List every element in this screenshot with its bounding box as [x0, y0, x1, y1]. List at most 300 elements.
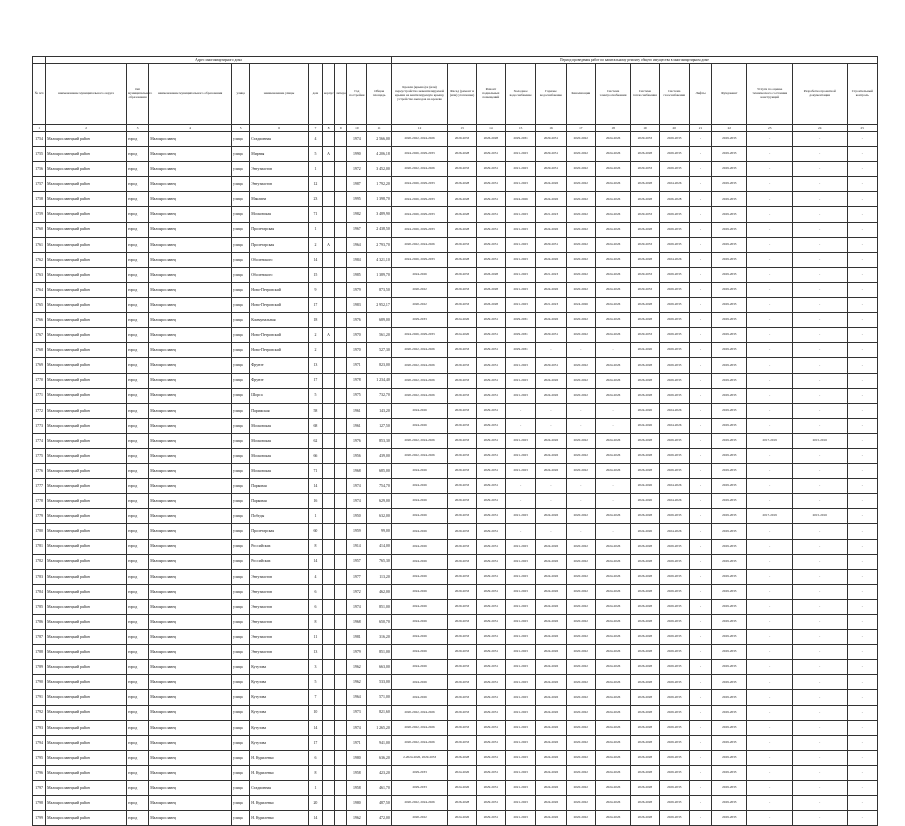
- table-cell: 2020-2022, 2024-2026: [391, 720, 448, 735]
- table-cell: -: [847, 524, 878, 539]
- table-cell: город: [126, 479, 148, 494]
- table-cell: улица: [232, 735, 250, 750]
- table-cell: 2015-2016: [792, 509, 847, 524]
- table-cell: 2024-2026: [566, 298, 595, 313]
- table-cell: 2024-2026: [595, 615, 630, 630]
- table-cell: 1759: [33, 207, 46, 222]
- table-cell: 12: [308, 177, 322, 192]
- table-cell: -: [792, 373, 847, 388]
- table-cell: 8: [308, 615, 322, 630]
- table-cell: -: [792, 569, 847, 584]
- table-cell: -: [689, 615, 711, 630]
- table-cell: Малоярославец: [149, 252, 232, 267]
- table-cell: 2024-2026, 2029-2033: [391, 192, 448, 207]
- table-cell: 2026-2028: [448, 147, 476, 162]
- table-cell: 1792: [33, 705, 46, 720]
- table-cell: город: [126, 509, 148, 524]
- table-cell: 1980: [347, 750, 367, 765]
- table-cell: -: [847, 267, 878, 282]
- table-cell: улица: [232, 298, 250, 313]
- table-cell: 1791: [33, 690, 46, 705]
- table-cell: 2029-2033: [659, 690, 689, 705]
- table-row: [33, 735, 878, 750]
- table-cell: -: [689, 735, 711, 750]
- table-cell: [335, 282, 347, 297]
- table-cell: 2024-2026: [391, 418, 448, 433]
- table-cell: 10: [308, 705, 322, 720]
- table-cell: 4 206,18: [367, 147, 391, 162]
- table-cell: 2024-2026: [595, 313, 630, 328]
- table-cell: -: [506, 403, 536, 418]
- table-cell: город: [126, 373, 148, 388]
- table-cell: -: [847, 313, 878, 328]
- table-cell: 1776: [33, 464, 46, 479]
- table-cell: Малоярославецкий район: [46, 147, 127, 162]
- table-cell: улица: [232, 267, 250, 282]
- table-cell: Н. Куриленко: [250, 811, 309, 826]
- table-cell: [335, 403, 347, 418]
- table-body: [33, 132, 878, 826]
- table-cell: город: [126, 630, 148, 645]
- table-cell: 2021-2023: [506, 177, 536, 192]
- table-cell: улица: [232, 132, 250, 147]
- table-cell: Малоярославецкий район: [46, 584, 127, 599]
- table-cell: Малоярославецкий район: [46, 569, 127, 584]
- table-cell: 2024-2026: [536, 569, 566, 584]
- column-number: 11: [367, 125, 391, 132]
- table-cell: 2024-2026: [595, 388, 630, 403]
- table-cell: 2021-2023: [506, 645, 536, 660]
- table-cell: 2029-2033: [659, 554, 689, 569]
- table-cell: 2026-2028: [476, 298, 505, 313]
- table-cell: Малоярославец: [149, 660, 232, 675]
- table-cell: 2024-2026: [391, 584, 448, 599]
- table-cell: 1961: [347, 403, 367, 418]
- column-header: Ремонт подвальных помещений: [476, 64, 505, 125]
- table-cell: 2029-2033: [659, 675, 689, 690]
- table-cell: 1985: [347, 267, 367, 282]
- table-cell: 1974: [347, 479, 367, 494]
- table-cell: 1: [308, 509, 322, 524]
- table-row: [33, 418, 878, 433]
- table-cell: -: [847, 750, 878, 765]
- table-cell: [335, 328, 347, 343]
- table-cell: -: [595, 479, 630, 494]
- table-cell: 2026-2028: [631, 433, 659, 448]
- table-cell: [322, 192, 334, 207]
- table-cell: 2021-2023: [506, 373, 536, 388]
- table-cell: -: [847, 237, 878, 252]
- table-cell: улица: [232, 705, 250, 720]
- table-cell: 1974: [347, 720, 367, 735]
- table-cell: [322, 554, 334, 569]
- table-cell: -: [689, 630, 711, 645]
- column-number: 13: [448, 125, 476, 132]
- table-cell: -: [792, 237, 847, 252]
- table-cell: Малоярославецкий район: [46, 388, 127, 403]
- table-cell: 1976: [347, 313, 367, 328]
- table-cell: 2020-2022, 2024-2026: [391, 343, 448, 358]
- table-cell: 2021-2023: [506, 162, 536, 177]
- table-cell: 2029-2033: [659, 388, 689, 403]
- table-cell: 1979: [347, 282, 367, 297]
- table-cell: -: [689, 765, 711, 780]
- table-cell: 2024-2026: [536, 675, 566, 690]
- table-cell: 2021-2023: [506, 675, 536, 690]
- table-cell: 2026-2028: [631, 192, 659, 207]
- table-cell: 2021-2023: [506, 705, 536, 720]
- table-cell: -: [747, 750, 792, 765]
- table-cell: -: [792, 267, 847, 282]
- table-cell: 1974: [347, 132, 367, 147]
- table-cell: [335, 781, 347, 796]
- table-cell: [335, 765, 347, 780]
- table-cell: 2029-2033: [659, 705, 689, 720]
- table-cell: 2-2024-2026, 2029-2033: [391, 750, 448, 765]
- table-cell: -: [689, 660, 711, 675]
- column-number: 12: [391, 125, 448, 132]
- table-cell: 2024-2026: [391, 599, 448, 614]
- table-cell: 2024-2026: [391, 479, 448, 494]
- table-cell: 1768: [33, 343, 46, 358]
- table-cell: 2029-2031: [476, 403, 505, 418]
- table-cell: 2020-2022: [566, 177, 595, 192]
- table-cell: [322, 781, 334, 796]
- table-cell: 2029-2033: [448, 464, 476, 479]
- table-cell: 1970: [347, 328, 367, 343]
- table-cell: город: [126, 765, 148, 780]
- table-cell: 2029-2033: [712, 192, 747, 207]
- table-cell: 2021-2023: [506, 464, 536, 479]
- table-cell: 2020-2022: [566, 282, 595, 297]
- table-cell: -: [506, 524, 536, 539]
- table-cell: 2024-2026: [631, 403, 659, 418]
- table-cell: 1763: [33, 267, 46, 282]
- table-cell: [335, 675, 347, 690]
- table-cell: 2029-2031: [506, 313, 536, 328]
- table-cell: 2024-2026, 2029-2033: [391, 222, 448, 237]
- table-cell: 533,00: [367, 675, 391, 690]
- table-cell: -: [792, 328, 847, 343]
- table-cell: 2029-2033: [448, 494, 476, 509]
- table-cell: 2021-2023: [506, 222, 536, 237]
- table-cell: -: [689, 705, 711, 720]
- table-cell: 685,00: [367, 464, 391, 479]
- column-number: 10: [347, 125, 367, 132]
- table-cell: 2029-2033: [391, 781, 448, 796]
- table-cell: 2026-2028: [448, 207, 476, 222]
- table-cell: -: [847, 660, 878, 675]
- table-cell: -: [689, 313, 711, 328]
- table-cell: 2020-2022, 2024-2026: [391, 373, 448, 388]
- table-cell: 2029-2033: [448, 343, 476, 358]
- table-cell: 873,50: [367, 282, 391, 297]
- table-cell: 571,00: [367, 690, 391, 705]
- table-cell: 2024-2026: [595, 509, 630, 524]
- table-cell: 2029-2033: [631, 132, 659, 147]
- table-cell: Малоярославецкий район: [46, 705, 127, 720]
- table-row: [33, 177, 878, 192]
- table-cell: 2024-2026: [448, 313, 476, 328]
- table-cell: улица: [232, 177, 250, 192]
- table-cell: город: [126, 750, 148, 765]
- table-cell: 2029-2033: [448, 615, 476, 630]
- table-cell: 2024-2026: [391, 509, 448, 524]
- table-cell: 1975: [347, 388, 367, 403]
- table-cell: -: [792, 796, 847, 811]
- table-cell: -: [792, 479, 847, 494]
- table-cell: 2 566,00: [367, 132, 391, 147]
- table-cell: 2024-2026: [659, 177, 689, 192]
- table-cell: 2026-2028: [631, 630, 659, 645]
- table-cell: 1982: [347, 207, 367, 222]
- table-cell: улица: [232, 343, 250, 358]
- table-cell: -: [747, 132, 792, 147]
- table-cell: -: [689, 252, 711, 267]
- table-cell: Малоярославецкий район: [46, 433, 127, 448]
- table-cell: [322, 222, 334, 237]
- table-cell: 2021-2023: [506, 569, 536, 584]
- table-cell: 2026-2028: [631, 448, 659, 463]
- table-cell: Малоярославецкий район: [46, 524, 127, 539]
- table-cell: город: [126, 192, 148, 207]
- table-cell: -: [689, 509, 711, 524]
- table-cell: 2015-2016: [792, 433, 847, 448]
- table-cell: 2 952,17: [367, 298, 391, 313]
- table-cell: -: [566, 418, 595, 433]
- table-cell: 2024-2026, 2029-2033: [391, 207, 448, 222]
- column-number: 20: [659, 125, 689, 132]
- table-cell: Малоярославецкий район: [46, 418, 127, 433]
- table-cell: 2024-2026: [595, 781, 630, 796]
- column-header: наименование муниципального округа: [46, 64, 127, 125]
- table-cell: 2020-2022: [566, 328, 595, 343]
- table-cell: -: [689, 539, 711, 554]
- table-cell: 2029-2033: [448, 267, 476, 282]
- table-cell: 2024-2026: [595, 599, 630, 614]
- table-cell: [322, 675, 334, 690]
- column-header: Общая площадь: [367, 64, 391, 125]
- table-cell: 1968: [347, 615, 367, 630]
- table-cell: Малоярославец: [149, 343, 232, 358]
- table-cell: [335, 237, 347, 252]
- table-cell: -: [689, 162, 711, 177]
- table-cell: Малоярославецкий район: [46, 675, 127, 690]
- table-cell: 2024-2026: [595, 132, 630, 147]
- table-cell: Малоярославецкий район: [46, 796, 127, 811]
- table-row: [33, 539, 878, 554]
- table-cell: 2024-2026: [391, 690, 448, 705]
- table-cell: [335, 388, 347, 403]
- table-cell: -: [747, 615, 792, 630]
- table-cell: 663,00: [367, 660, 391, 675]
- table-cell: 1767: [33, 328, 46, 343]
- table-cell: 2026-2028: [659, 192, 689, 207]
- table-cell: улица: [232, 494, 250, 509]
- table-cell: Московская: [250, 448, 309, 463]
- table-cell: 2020-2022: [566, 207, 595, 222]
- table-cell: 2020-2022: [566, 433, 595, 448]
- table-cell: [335, 796, 347, 811]
- table-cell: 1775: [33, 448, 46, 463]
- table-cell: 2026-2028: [448, 796, 476, 811]
- table-cell: 2024-2026: [595, 660, 630, 675]
- table-cell: [335, 373, 347, 388]
- table-cell: -: [792, 298, 847, 313]
- table-cell: 2026-2028: [631, 615, 659, 630]
- table-cell: 2020-2022: [566, 554, 595, 569]
- table-cell: 1783: [33, 569, 46, 584]
- table-cell: -: [747, 660, 792, 675]
- table-cell: город: [126, 267, 148, 282]
- table-cell: Стадионная: [250, 781, 309, 796]
- table-cell: 2029-2031: [476, 569, 505, 584]
- table-cell: Московская: [250, 433, 309, 448]
- table-cell: 2029-2033: [712, 479, 747, 494]
- table-cell: 1950: [347, 509, 367, 524]
- table-cell: -: [689, 192, 711, 207]
- column-header: корпус: [322, 64, 334, 125]
- table-cell: -: [689, 222, 711, 237]
- table-cell: город: [126, 433, 148, 448]
- table-cell: улица: [232, 479, 250, 494]
- column-number: 2: [46, 125, 127, 132]
- table-cell: 2020-2022, 2024-2026: [391, 132, 448, 147]
- table-cell: 2021-2023: [506, 735, 536, 750]
- table-cell: -: [847, 781, 878, 796]
- table-cell: -: [566, 479, 595, 494]
- table-cell: Малоярославец: [149, 615, 232, 630]
- table-cell: -: [792, 584, 847, 599]
- table-cell: -: [747, 388, 792, 403]
- table-cell: 2029-2033: [712, 418, 747, 433]
- column-number: 19: [631, 125, 659, 132]
- table-cell: 2021-2023: [506, 388, 536, 403]
- table-row: [33, 313, 878, 328]
- table-row: [33, 298, 878, 313]
- table-cell: 1782: [33, 554, 46, 569]
- table-cell: 2020-2022, 2024-2026: [391, 237, 448, 252]
- table-cell: -: [847, 433, 878, 448]
- table-cell: 2024-2026: [448, 328, 476, 343]
- table-cell: Малоярославец: [149, 177, 232, 192]
- table-cell: 2029-2033: [712, 282, 747, 297]
- table-cell: [335, 298, 347, 313]
- table-cell: -: [792, 615, 847, 630]
- table-cell: -: [847, 207, 878, 222]
- table-cell: [335, 524, 347, 539]
- table-cell: 2029-2033: [712, 177, 747, 192]
- table-cell: 2029-2033: [659, 147, 689, 162]
- table-row: [33, 373, 878, 388]
- table-cell: 2029-2033: [659, 615, 689, 630]
- table-cell: -: [747, 313, 792, 328]
- table-cell: -: [595, 494, 630, 509]
- table-cell: Российских: [250, 554, 309, 569]
- table-cell: 2029-2033: [659, 222, 689, 237]
- table-cell: -: [792, 811, 847, 826]
- table-cell: улица: [232, 237, 250, 252]
- table-cell: 2: [308, 328, 322, 343]
- table-cell: 2021-2023: [536, 207, 566, 222]
- table-cell: 2024-2026: [391, 660, 448, 675]
- table-cell: 2029-2033: [712, 690, 747, 705]
- table-row: [33, 750, 878, 765]
- table-cell: 6: [308, 599, 322, 614]
- table-cell: Малоярославецкий район: [46, 222, 127, 237]
- table-cell: -: [792, 539, 847, 554]
- table-cell: [322, 584, 334, 599]
- table-cell: 2021-2023: [506, 282, 536, 297]
- table-cell: -: [689, 796, 711, 811]
- table-cell: 2029-2033: [712, 464, 747, 479]
- column-number: 25: [847, 125, 878, 132]
- table-cell: 1: [308, 781, 322, 796]
- table-cell: улица: [232, 524, 250, 539]
- table-cell: Коммунальная: [250, 313, 309, 328]
- table-cell: 2029-2033: [712, 524, 747, 539]
- table-row: [33, 252, 878, 267]
- table-row: [33, 132, 878, 147]
- table-cell: [322, 267, 334, 282]
- table-cell: 853,30: [367, 433, 391, 448]
- column-header: Услуги по оценке технического состояния конструкций: [747, 64, 792, 125]
- table-cell: [322, 705, 334, 720]
- column-header: наименование улицы: [250, 64, 309, 125]
- table-cell: город: [126, 252, 148, 267]
- table-cell: 2024-2026: [595, 222, 630, 237]
- table-cell: 2020-2022: [566, 464, 595, 479]
- table-cell: 2029-2033: [712, 615, 747, 630]
- column-header: Кровля (крыша) и (или) переустройство невентилируемой крыши на вентилируемую крышу, устройство выходов на кровлю: [391, 64, 448, 125]
- table-cell: 2024-2026: [391, 615, 448, 630]
- table-cell: -: [747, 494, 792, 509]
- table-cell: -: [792, 132, 847, 147]
- table-cell: 8: [308, 765, 322, 780]
- table-cell: -: [847, 554, 878, 569]
- table-cell: А: [322, 328, 334, 343]
- table-cell: -: [847, 630, 878, 645]
- table-cell: 1972: [347, 584, 367, 599]
- table-cell: 754,70: [367, 479, 391, 494]
- table-cell: 1784: [33, 584, 46, 599]
- table-cell: 2024-2026: [595, 750, 630, 765]
- table-cell: 1 234,40: [367, 373, 391, 388]
- column-header: Система газоснабжения: [659, 64, 689, 125]
- table-cell: [322, 796, 334, 811]
- table-row: [33, 328, 878, 343]
- table-cell: город: [126, 494, 148, 509]
- table-cell: 1983: [347, 298, 367, 313]
- table-cell: 1762: [33, 252, 46, 267]
- table-cell: 2024-2026: [448, 781, 476, 796]
- table-cell: 2024-2026: [595, 569, 630, 584]
- table-cell: 1964: [347, 237, 367, 252]
- table-cell: [322, 282, 334, 297]
- table-cell: [322, 343, 334, 358]
- table-cell: 2029-2031: [476, 524, 505, 539]
- table-cell: 2017-2019: [747, 433, 792, 448]
- table-cell: 2029-2033: [659, 599, 689, 614]
- table-cell: 1790: [33, 675, 46, 690]
- table-cell: 2024-2026: [536, 645, 566, 660]
- table-cell: 2024-2026: [631, 524, 659, 539]
- table-cell: 2024-2026: [595, 584, 630, 599]
- table-cell: [335, 690, 347, 705]
- table-cell: 1962: [347, 811, 367, 826]
- table-cell: 423,20: [367, 765, 391, 780]
- table-cell: 1956: [347, 448, 367, 463]
